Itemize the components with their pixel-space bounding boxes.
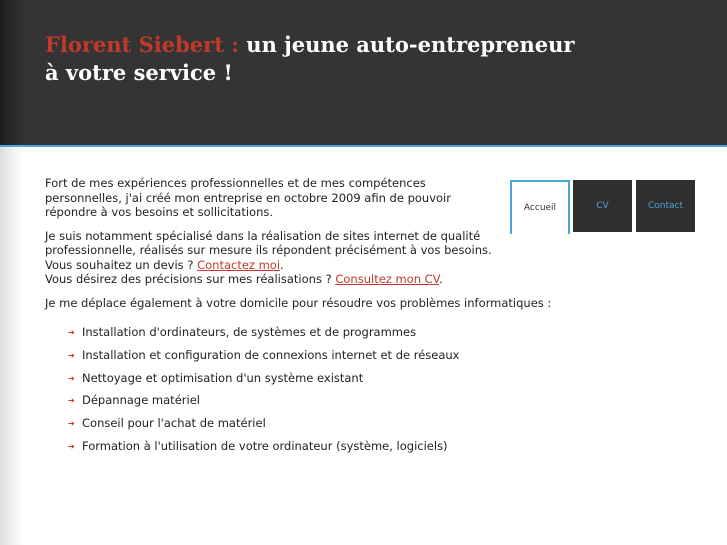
- site-header: [0, 0, 727, 147]
- owner-name: Florent Siebert :: [45, 32, 239, 57]
- speciality-text: Je suis notamment spécialisé dans la réalisation de sites internet de qualité professionnelle, réalisés sur mesure ils répondent précisément à vos besoins.: [45, 228, 492, 257]
- details-prefix: Vous désirez des précisions sur mes réalisations ?: [45, 272, 336, 286]
- tagline-part-1: un jeune auto-entrepreneur: [246, 32, 575, 57]
- tab-accueil-label: Accueil: [523, 203, 557, 213]
- list-item: [68, 371, 565, 386]
- travel-paragraph: Je me déplace également à votre domicile pour résoudre vos problèmes informatiques :: [45, 295, 552, 310]
- cv-link[interactable]: Consultez mon CV: [335, 272, 440, 286]
- speciality-paragraph: [45, 229, 565, 287]
- tab-contact-label: Contact: [647, 201, 683, 211]
- service-label: Installation d'ordinateurs, de systèmes et de programmes: [82, 325, 417, 339]
- services-list: [45, 325, 565, 453]
- list-item: [68, 439, 565, 454]
- tab-cv[interactable]: [573, 180, 632, 232]
- devis-suffix: .: [280, 257, 284, 272]
- service-label: Installation et configuration de connexions internet et de réseaux: [82, 347, 460, 362]
- list-item: [68, 325, 565, 340]
- service-label: Formation à l'utilisation de votre ordinateur (système, logiciels): [82, 438, 448, 453]
- devis-prefix: Vous souhaitez un devis ?: [45, 257, 198, 272]
- arrow-bullet-icon: ➔: [68, 328, 75, 337]
- tab-contact[interactable]: [636, 180, 695, 232]
- arrow-bullet-icon: ➔: [68, 419, 75, 429]
- main-content: [45, 176, 565, 462]
- list-item: [68, 348, 565, 363]
- arrow-bullet-icon: ➔: [68, 350, 75, 360]
- tagline-part-2: à votre service !: [45, 60, 233, 85]
- contact-link[interactable]: Contactez moi: [197, 257, 281, 272]
- service-label: Dépannage matériel: [82, 393, 200, 408]
- tab-cv-label: CV: [596, 201, 609, 211]
- arrow-bullet-icon: ➔: [68, 441, 75, 451]
- service-label: Nettoyage et optimisation d'un système existant: [82, 370, 364, 385]
- service-label: Conseil pour l'achat de matériel: [82, 416, 266, 431]
- intro-paragraph: Fort de mes expériences professionnelles et de mes compétences personnelles, j'ai créé mon entreprise en octobre 2009 afin de pouvoir répondre à vos besoins et sollicitations.: [45, 176, 451, 219]
- arrow-bullet-icon: ➔: [68, 396, 75, 406]
- details-suffix: .: [439, 272, 443, 286]
- arrow-bullet-icon: ➔: [68, 373, 75, 383]
- header-left-shadow: [0, 0, 24, 145]
- site-title-line-1: [45, 31, 574, 59]
- list-item: [68, 416, 565, 431]
- list-item: [68, 393, 565, 408]
- site-title: [45, 31, 574, 87]
